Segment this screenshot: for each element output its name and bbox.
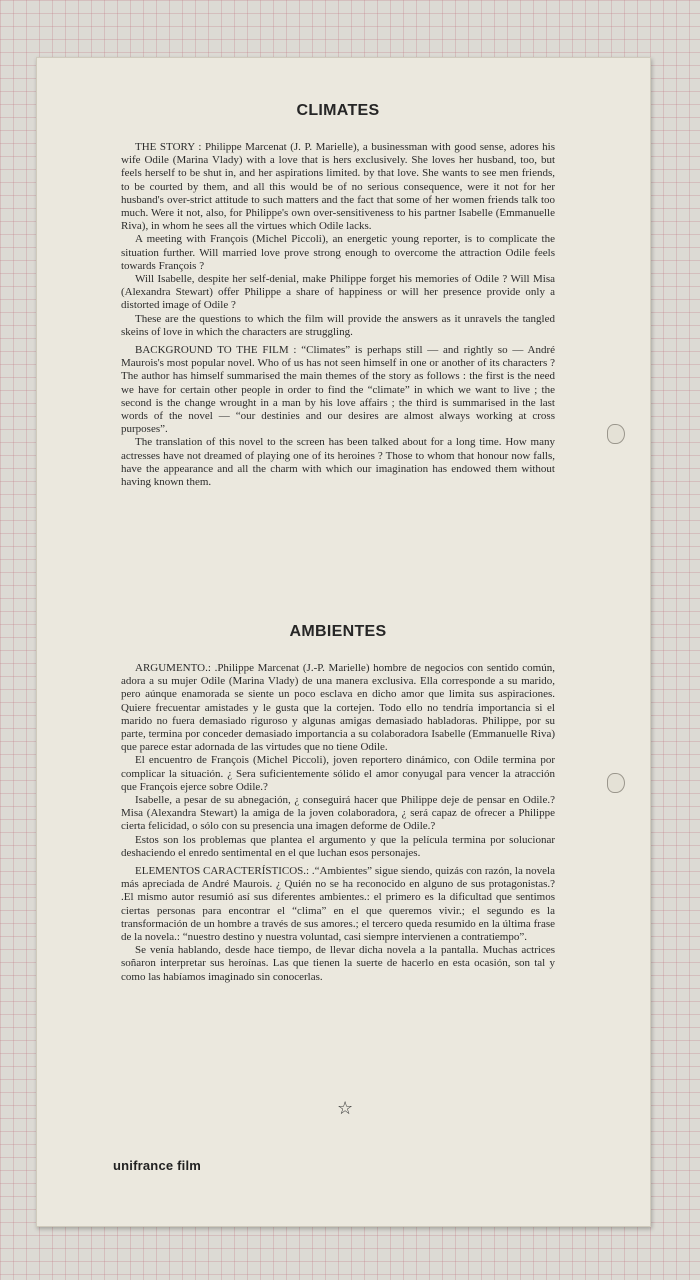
document-sheet	[36, 57, 651, 1227]
argumento-paragraph: ARGUMENTO.: .Philippe Marcenat (J.-P. Marielle) hombre de negocios con sentido común, adora a su mujer Odile (Marina Vlady) de una manera exclusiva. Ella corresponde a su marido, pero aúnque enamorada se siente un poco esclava en dicho amor que limita sus aspiraciones. Quiere frecuentar amistades y le gusta que la cortejen. Todo ello no tendría importancia si el marido no fuera demasiado riguroso y algunas amigas demasiado habladoras. Philippe, por su parte, termina por conceder demasiado importancia a su colaboradora Isabelle (Emmanuelle Riva) que parece estar adornada de las virtudes que no tiene Odile.	[121, 662, 555, 754]
argumento-paragraph: Estos son los problemas que plantea el argumento y que la película termina por solucionar deshaciendo el enredo sentimental en el que luchan esos personajes.	[121, 833, 555, 859]
story-paragraph: A meeting with François (Michel Piccoli), an energetic young reporter, is to complicate the situation further. Will married love prove strong enough to overcome the attraction Odile feels towards François ?	[121, 233, 555, 272]
punch-hole	[607, 773, 625, 793]
elementos-paragraph: Se venía hablando, desde hace tiempo, de llevar dicha novela a la pantalla. Muchas actrices soñaron interpretar sus heroínas. Las que tienen la suerte de hacerlo en esta ocasión, son tal y como las habíamos imaginado sin conocerlas.	[121, 944, 555, 983]
star-ornament: ☆	[337, 1098, 354, 1119]
argumento-paragraph: Isabelle, a pesar de su abnegación, ¿ conseguirá hacer que Philippe deje de pensar en Odile.? Misa (Alexandra Stewart) la amiga de la joven colaboradora, ¿ será capaz de ofrecer a Philippe cierta felicidad, o sólo con su presencia una imagen deforme de Odile.?	[121, 794, 555, 833]
story-paragraph: Will Isabelle, despite her self-denial, make Philippe forget his memories of Odile ? Will Misa (Alexandra Stewart) offer Philippe a share of happiness or will her presence provide only a distorted image of Odile ?	[121, 273, 555, 312]
elementos-paragraph: ELEMENTOS CARACTERÍSTICOS.: .“Ambientes” sigue siendo, quizás con razón, la novela más apreciada de André Maurois. ¿ Quién no se ha reconocido en alguno de sus protagonistas.? .El mismo autor resumió así sus diferentes ambientes.: el primero es la dificultad que sentimos ciertas personas para encontrar el “clima” en el que queremos vivir.; el segundo es la transformación de un hombre a través de sus amores.; el tercero queda resumido en la última frase de la novela.: “nuestro destino y nuestra voluntad, casi siempre intervienen a contratiempo”.	[121, 865, 555, 944]
publisher-brand: unifrance film	[113, 1158, 202, 1173]
spanish-title: AMBIENTES	[289, 623, 387, 640]
english-section	[121, 102, 555, 489]
spanish-section	[121, 623, 555, 984]
punch-hole	[607, 424, 625, 444]
story-paragraph: These are the questions to which the film will provide the answers as it unravels the tangled skeins of love in which the characters are struggling.	[121, 312, 555, 338]
argumento-paragraph: El encuentro de François (Michel Piccoli), joven reportero dinámico, con Odile termina por complicar la situación. ¿ Sera suficientemente sólido el amor conyugal para vencer la atracción que François ejerce sobre Odile.?	[121, 754, 555, 793]
background-paragraph: The translation of this novel to the screen has been talked about for a long time. How many actresses have not dreamed of playing one of its heroines ? Those to whom that honour now falls, have the appearance and all the charm with which our imagination has endowed them without having known them.	[121, 436, 555, 489]
english-title: CLIMATES	[296, 102, 380, 119]
background-paragraph: BACKGROUND TO THE FILM : “Climates” is perhaps still — and rightly so — André Maurois's most popular novel. Who of us has not seen himself in one or another of its characters ? The author has himself summarised the main themes of the story as follows : the first is the need we have for certain other people in order to find the “climate” in which we want to live ; the second is the change wrought in a man by his love affairs ; the third is summarised in the last words of the novel — “our destinies and our desires are almost always working at cross purposes”.	[121, 344, 555, 436]
story-paragraph: THE STORY : Philippe Marcenat (J. P. Marielle), a businessman with good sense, adores his wife Odile (Marina Vlady) with a love that is hers exclusively. She loves her husband, too, but feels herself to be shut in, and her aspirations limited. by that love. She wants to see men friends, to be courted by them, and all this would be of no serious consequence, were it not for her husband's over-strict attitude to such matters and the fact that some of her women friends talk too much. Were it not, also, for Philippe's own over-sensitiveness to his partner Isabelle (Emmanuelle Riva), in whom he sees all the virtues which Odile lacks.	[121, 141, 555, 233]
